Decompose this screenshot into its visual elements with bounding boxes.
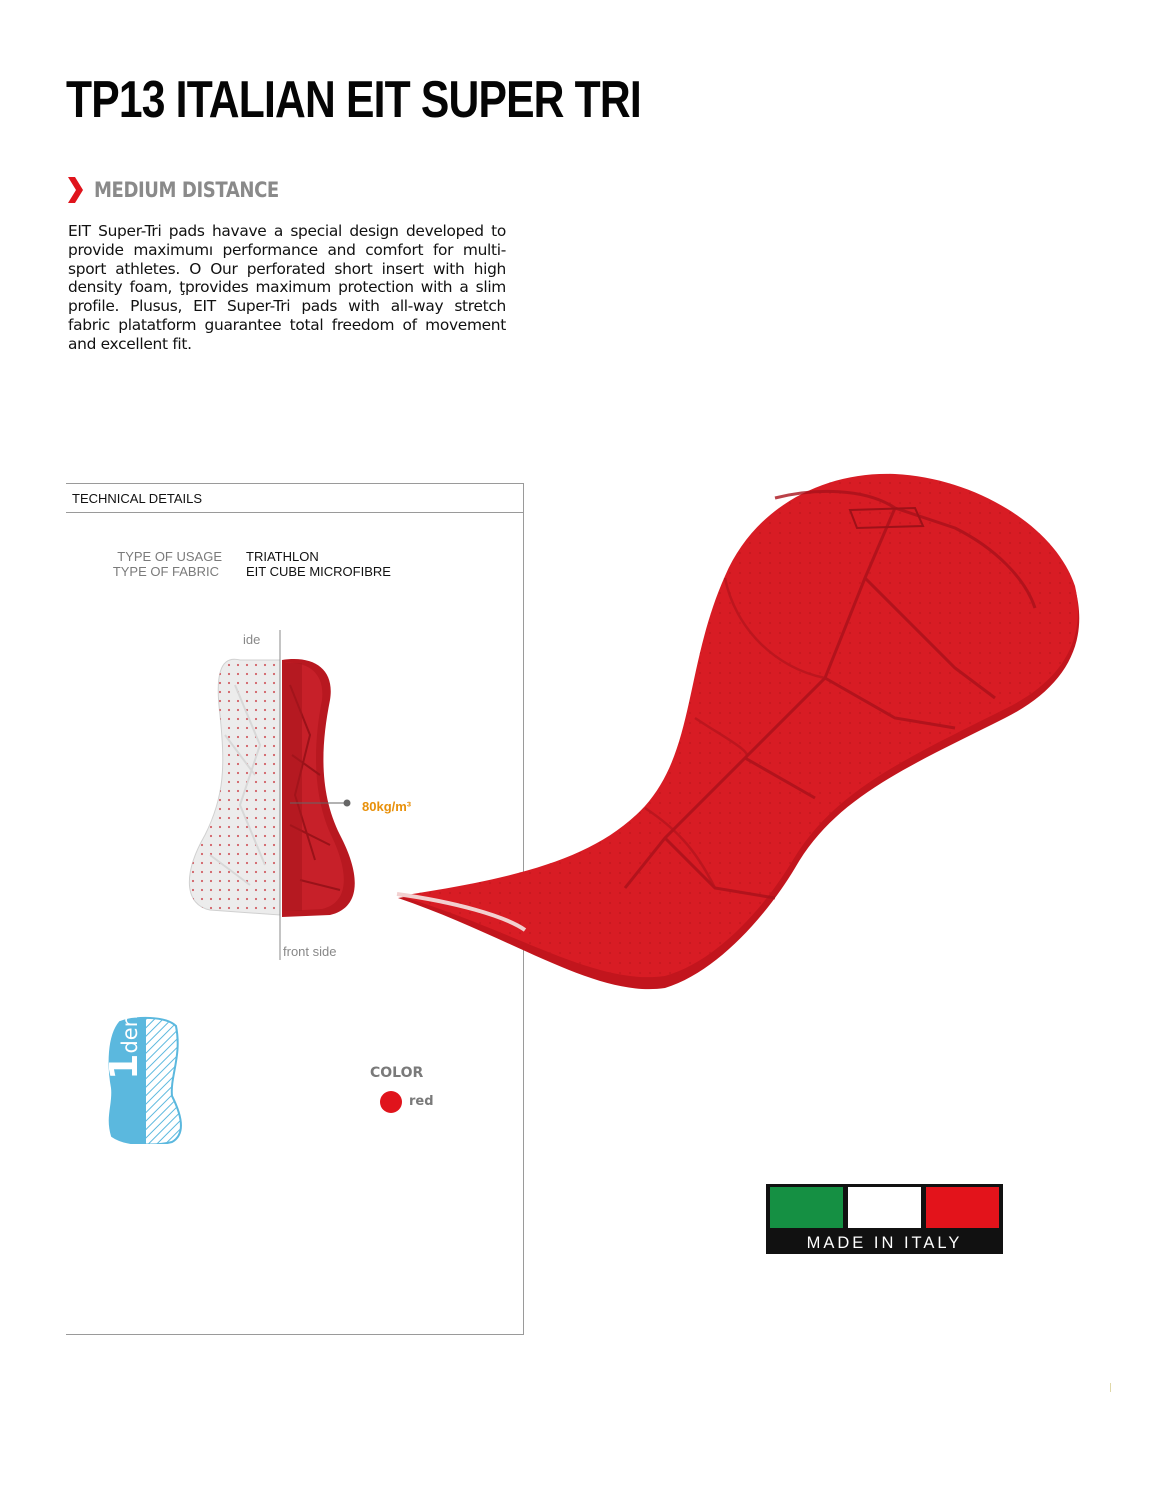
flag-stripe-white — [848, 1187, 921, 1228]
back-side-label: ide — [243, 632, 261, 647]
color-swatch-red[interactable] — [380, 1091, 402, 1113]
flag-stripe-red — [926, 1187, 999, 1228]
flag-stripe-green — [770, 1187, 843, 1228]
density-badge-label: 1density — [102, 976, 146, 1080]
foam-density-value: 80kg/m³ — [362, 799, 412, 814]
section-label: MEDIUM DISTANCE — [94, 178, 279, 202]
page-title: TP13 ITALIAN EIT SUPER TRI — [66, 71, 641, 129]
made-in-italy-caption: MADE IN ITALY — [806, 1234, 963, 1252]
spec-value-usage: TRIATHLON — [246, 549, 319, 564]
technical-details-heading: TECHNICAL DETAILS — [72, 491, 203, 506]
spec-value-fabric: EIT CUBE MICROFIBRE — [246, 564, 391, 579]
section-heading — [66, 176, 309, 204]
product-description: EIT Super-Tri pads havave a special design developed to provide maximumı performance and comfort for multi-sport athletes. O Our perforated short insert with high density foam, ţprovides maximum protection with a slim profile. Plusus, EIT Super-Tri pads with all-way stretch fabric platatform guarantee total freedom of movement and excellent fit. — [68, 222, 506, 353]
chevron-right-icon — [66, 177, 84, 203]
spec-label-usage: TYPE OF USAGE — [117, 549, 222, 564]
front-side-label: front side — [283, 944, 337, 959]
spec-label-fabric: TYPE OF FABRIC — [112, 564, 219, 579]
pad-cross-section-illustration — [180, 625, 430, 965]
color-heading: COLOR — [370, 1065, 424, 1081]
pad-product-photo — [395, 468, 1095, 998]
page-marker — [1110, 1383, 1111, 1392]
color-name: red — [409, 1094, 434, 1109]
